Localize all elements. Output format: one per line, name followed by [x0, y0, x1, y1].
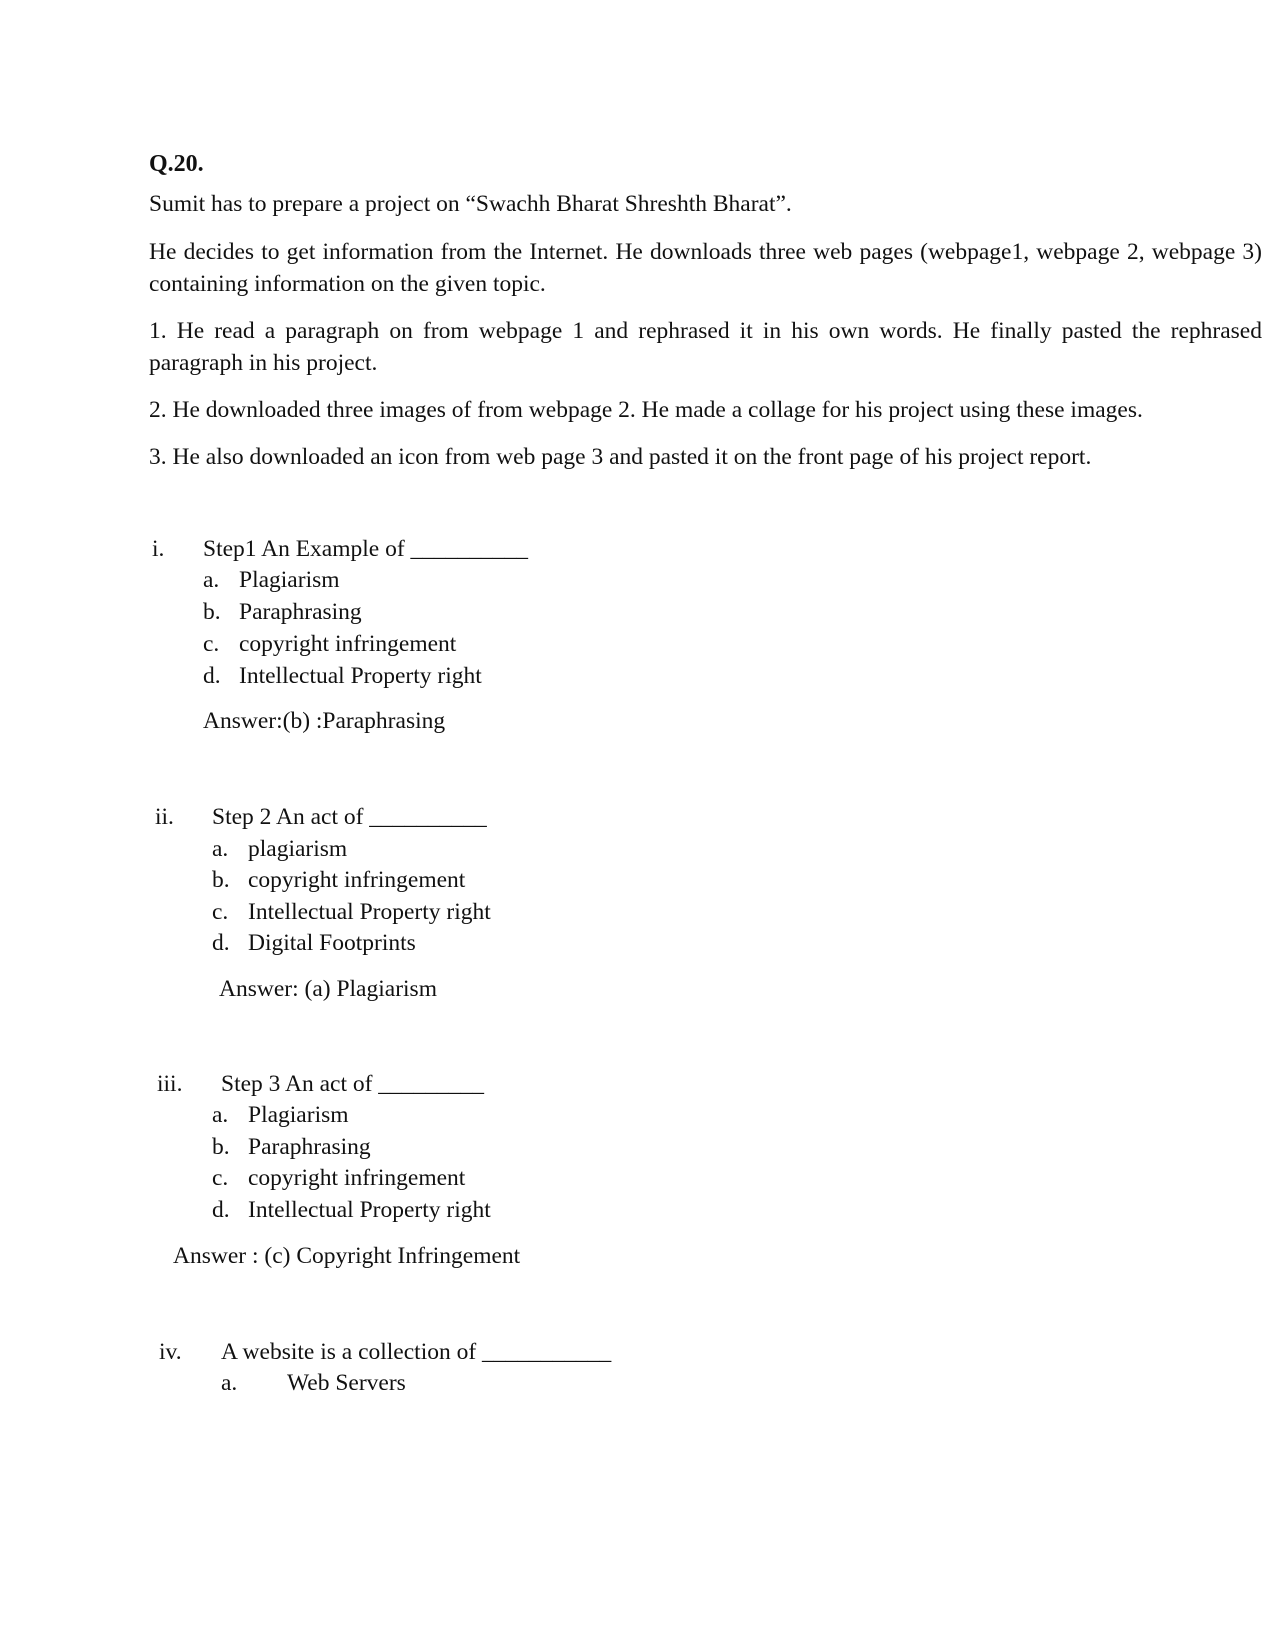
question-context: He decides to get information from the Internet. He downloads three web pages (webpage1, webpage 2, webpage 3) containing information on the given topic.: [149, 239, 1262, 297]
subquestion-number: iii.: [157, 1071, 183, 1097]
step-1-description: 1. He read a paragraph on from webpage 1 and rephrased it in his own words. He finally pasted the rephrased paragraph in his project.: [149, 318, 1262, 376]
option-b: b. Paraphrasing: [203, 599, 362, 625]
subquestion-number: iv.: [159, 1339, 182, 1365]
option-d: d. Intellectual Property right: [212, 1197, 491, 1223]
subquestion-number: ii.: [155, 804, 174, 830]
subquestion-stem: A website is a collection of ___________: [221, 1339, 612, 1365]
subquestion-stem: Step 2 An act of __________: [212, 804, 487, 830]
question-title: Q.20.: [149, 151, 204, 177]
option-b: b. Paraphrasing: [212, 1134, 371, 1160]
subquestion-stem: Step1 An Example of __________: [203, 536, 529, 562]
step-3-description: 3. He also downloaded an icon from web page 3 and pasted it on the front page of his project report.: [149, 444, 1092, 470]
option-c: c. copyright infringement: [212, 1165, 466, 1191]
option-a: a. Plagiarism: [212, 1102, 349, 1128]
option-b: b. copyright infringement: [212, 867, 466, 893]
question-intro: Sumit has to prepare a project on “Swachh Bharat Shreshth Bharat”.: [149, 191, 792, 217]
option-a: a. Plagiarism: [203, 567, 340, 593]
option-d: d. Digital Footprints: [212, 930, 416, 956]
answer-text: Answer:(b) :Paraphrasing: [203, 708, 446, 734]
option-a: a. plagiarism: [212, 836, 348, 862]
option-a: a. Web Servers: [221, 1370, 406, 1396]
answer-text: Answer : (c) Copyright Infringement: [173, 1243, 521, 1269]
subquestion-stem: Step 3 An act of _________: [221, 1071, 485, 1097]
option-d: d. Intellectual Property right: [203, 663, 482, 689]
subquestion-number: i.: [152, 536, 165, 562]
option-c: c. copyright infringement: [203, 631, 457, 657]
answer-text: Answer: (a) Plagiarism: [219, 976, 437, 1002]
step-2-description: 2. He downloaded three images of from webpage 2. He made a collage for his project using these images.: [149, 397, 1143, 423]
option-c: c. Intellectual Property right: [212, 899, 491, 925]
